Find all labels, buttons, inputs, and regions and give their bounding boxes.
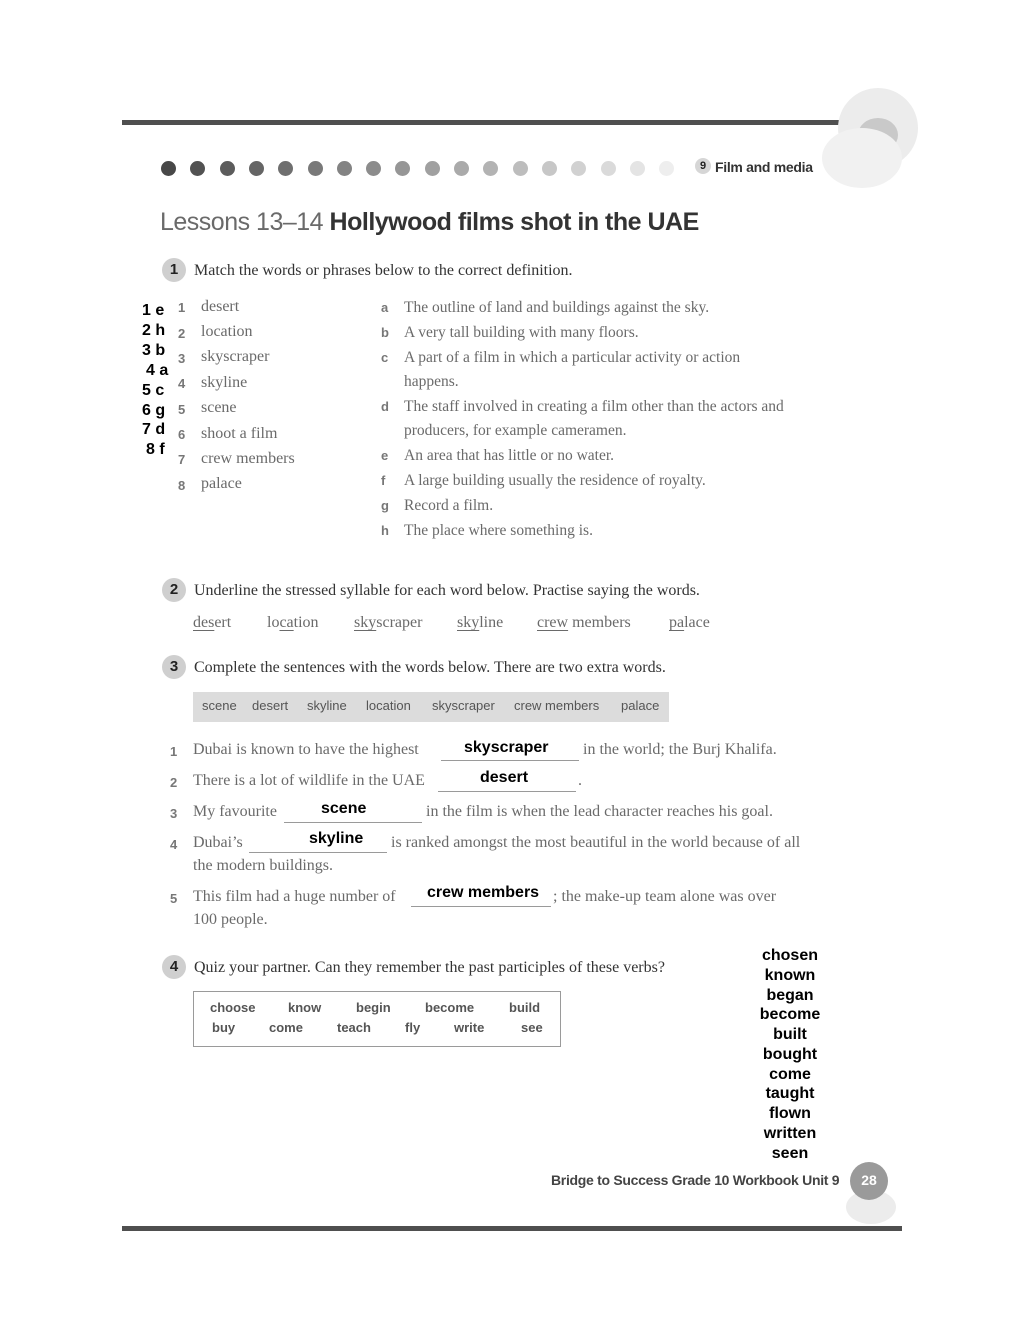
word-number: 8: [178, 478, 186, 493]
sentence-text: Dubai is known to have the highest: [193, 741, 419, 758]
def-letter: g: [381, 498, 389, 513]
progress-dot: [337, 161, 352, 176]
progress-dot: [278, 161, 293, 176]
sentence-answer: crew members: [427, 884, 540, 901]
word-bank-item: palace: [621, 698, 660, 713]
progress-dot: [571, 161, 586, 176]
verb: teach: [337, 1020, 371, 1035]
def-letter: e: [381, 448, 389, 463]
answer-6: 6 g: [142, 402, 166, 419]
stress-word: palace: [669, 614, 710, 631]
unit-number-badge: 9: [695, 158, 711, 174]
sentence-text: ; the make-up team alone was over: [553, 888, 777, 905]
exercise-2-badge: 2: [162, 578, 186, 602]
progress-dot: [513, 161, 528, 176]
participle-answer: seen: [771, 1145, 809, 1162]
progress-dot: [542, 161, 557, 176]
word-number: 4: [178, 376, 186, 391]
page-title: [160, 208, 699, 237]
match-word: desert: [201, 298, 240, 315]
word-bank-item: skyline: [307, 698, 347, 713]
definition: The place where something is.: [404, 522, 593, 539]
definition: An area that has little or no water.: [404, 447, 615, 464]
definition: A large building usually the residence of royalty.: [404, 472, 706, 489]
definition: A part of a film in which a particular activity or action: [404, 349, 741, 366]
exercise-4-badge: 4: [162, 955, 186, 979]
participle-answer: built: [773, 1026, 807, 1043]
answer-blank: [411, 906, 551, 907]
participle-answer: flown: [769, 1105, 811, 1122]
sentence-answer: skyline: [309, 830, 364, 847]
stress-word: crew members: [537, 614, 631, 631]
word-bank-item: crew members: [514, 698, 600, 713]
answer-blank: [441, 760, 579, 761]
progress-dot: [308, 161, 323, 176]
progress-dot: [249, 161, 264, 176]
definition-cont: producers, for example cameramen.: [404, 422, 627, 439]
word-number: 3: [178, 351, 186, 366]
sentence-text: in the film is when the lead character reaches his goal.: [426, 803, 773, 820]
bottom-rule: [122, 1226, 902, 1231]
progress-dot: [454, 161, 469, 176]
def-letter: c: [381, 350, 389, 365]
sentence-answer: desert: [480, 769, 529, 786]
answer-8: 8 f: [146, 441, 165, 458]
participle-answer: come: [769, 1066, 811, 1083]
word-number: 7: [178, 452, 186, 467]
page-number: 28: [861, 1172, 877, 1188]
unit-title: Film and media: [715, 159, 813, 175]
verb: begin: [356, 1000, 391, 1015]
participle-answer: bought: [762, 1046, 818, 1063]
verb: build: [509, 1000, 541, 1015]
match-word: skyline: [201, 374, 248, 391]
sentence-text: My favourite: [193, 803, 277, 820]
answer-blank: [284, 822, 422, 823]
def-letter: d: [381, 399, 389, 414]
word-bank-item: skyscraper: [432, 698, 495, 713]
answer-blank: [438, 791, 576, 792]
verb: come: [269, 1020, 303, 1035]
word-number: 1: [178, 300, 186, 315]
sentence-answer: skyscraper: [464, 739, 549, 756]
progress-dot: [483, 161, 498, 176]
lesson-title: Hollywood films shot in the UAE: [329, 208, 699, 236]
match-word: palace: [201, 475, 242, 492]
sentence-text: in the world; the Burj Khalifa.: [583, 741, 777, 758]
word-number: 6: [178, 427, 186, 442]
match-word: scene: [201, 399, 237, 416]
sentence-text-cont: the modern buildings.: [193, 857, 333, 874]
verb: see: [521, 1020, 543, 1035]
sentence-text-cont: 100 people.: [193, 911, 268, 928]
word-number: 2: [178, 326, 186, 341]
stress-word: desert: [193, 614, 232, 631]
sentence-text: There is a lot of wildlife in the UAE: [193, 772, 425, 789]
participle-answer: began: [766, 987, 814, 1004]
word-number: 5: [178, 402, 186, 417]
def-letter: f: [381, 473, 386, 488]
answer-blank: [249, 852, 387, 853]
sentence-answer: scene: [321, 800, 367, 817]
exercise-1-badge: 1: [162, 258, 186, 282]
match-word: shoot a film: [201, 425, 278, 442]
verb: become: [425, 1000, 475, 1015]
verb: fly: [405, 1020, 421, 1035]
verb: choose: [210, 1000, 256, 1015]
stress-word: skyline: [457, 614, 504, 631]
progress-dot: [190, 161, 205, 176]
sentence-text: Dubai’s: [193, 834, 243, 851]
participle-answer: chosen: [761, 947, 818, 964]
answer-4: 4 a: [146, 362, 169, 379]
stress-word: location: [267, 614, 319, 631]
definition: A very tall building with many floors.: [404, 324, 639, 341]
progress-dot: [161, 161, 176, 176]
participle-answer: written: [763, 1125, 817, 1142]
exercise-3-badge: 3: [162, 655, 186, 679]
verb: know: [288, 1000, 322, 1015]
progress-dot: [425, 161, 440, 176]
word-bank-item: scene: [202, 698, 237, 713]
word-bank-item: location: [366, 698, 411, 713]
top-rule: [122, 120, 902, 125]
sentence-number: 2: [170, 775, 178, 790]
sentence-number: 1: [170, 744, 178, 759]
definition: The outline of land and buildings against the sky.: [404, 299, 710, 316]
exercise-1-instruction: Match the words or phrases below to the correct definition.: [194, 262, 573, 279]
progress-dot: [601, 161, 616, 176]
answer-2: 2 h: [142, 322, 166, 339]
decor-circle-soft: [822, 128, 902, 188]
exercise-3-instruction: Complete the sentences with the words below. There are two extra words.: [194, 659, 666, 676]
progress-dot: [630, 161, 645, 176]
word-bank-item: desert: [252, 698, 289, 713]
definition: Record a film.: [404, 497, 494, 514]
answer-7: 7 d: [142, 421, 166, 438]
verb: buy: [212, 1020, 236, 1035]
progress-dot: [366, 161, 381, 176]
answer-3: 3 b: [142, 342, 166, 359]
exercise-4-instruction: Quiz your partner. Can they remember the past participles of these verbs?: [194, 959, 665, 976]
progress-dot: [659, 161, 674, 176]
progress-dot: [395, 161, 410, 176]
definition: The staff involved in creating a film other than the actors and: [404, 398, 784, 415]
sentence-text: is ranked amongst the most beautiful in the world because of all: [391, 834, 801, 851]
lesson-range: Lessons 13–14: [160, 208, 324, 236]
definition-cont: happens.: [404, 373, 459, 390]
exercise-2-instruction: Underline the stressed syllable for each word below. Practise saying the words.: [194, 582, 700, 599]
verb: write: [454, 1020, 485, 1035]
def-letter: b: [381, 325, 389, 340]
answer-1: 1 e: [142, 302, 165, 319]
sentence-number: 3: [170, 806, 178, 821]
participle-answer: become: [759, 1006, 821, 1023]
match-word: location: [201, 323, 253, 340]
footer-book-title: Bridge to Success Grade 10 Workbook Unit 9: [551, 1172, 840, 1188]
participle-answer: taught: [765, 1085, 815, 1102]
stress-word: skyscraper: [354, 614, 423, 631]
sentence-number: 5: [170, 891, 178, 906]
progress-dot: [220, 161, 235, 176]
participle-answer: known: [764, 967, 816, 984]
def-letter: a: [381, 300, 389, 315]
sentence-text: .: [578, 772, 582, 789]
def-letter: h: [381, 523, 389, 538]
match-word: skyscraper: [201, 348, 270, 365]
sentence-number: 4: [170, 837, 178, 852]
sentence-text: This film had a huge number of: [193, 888, 396, 905]
answer-5: 5 c: [142, 382, 165, 399]
match-word: crew members: [201, 450, 295, 467]
